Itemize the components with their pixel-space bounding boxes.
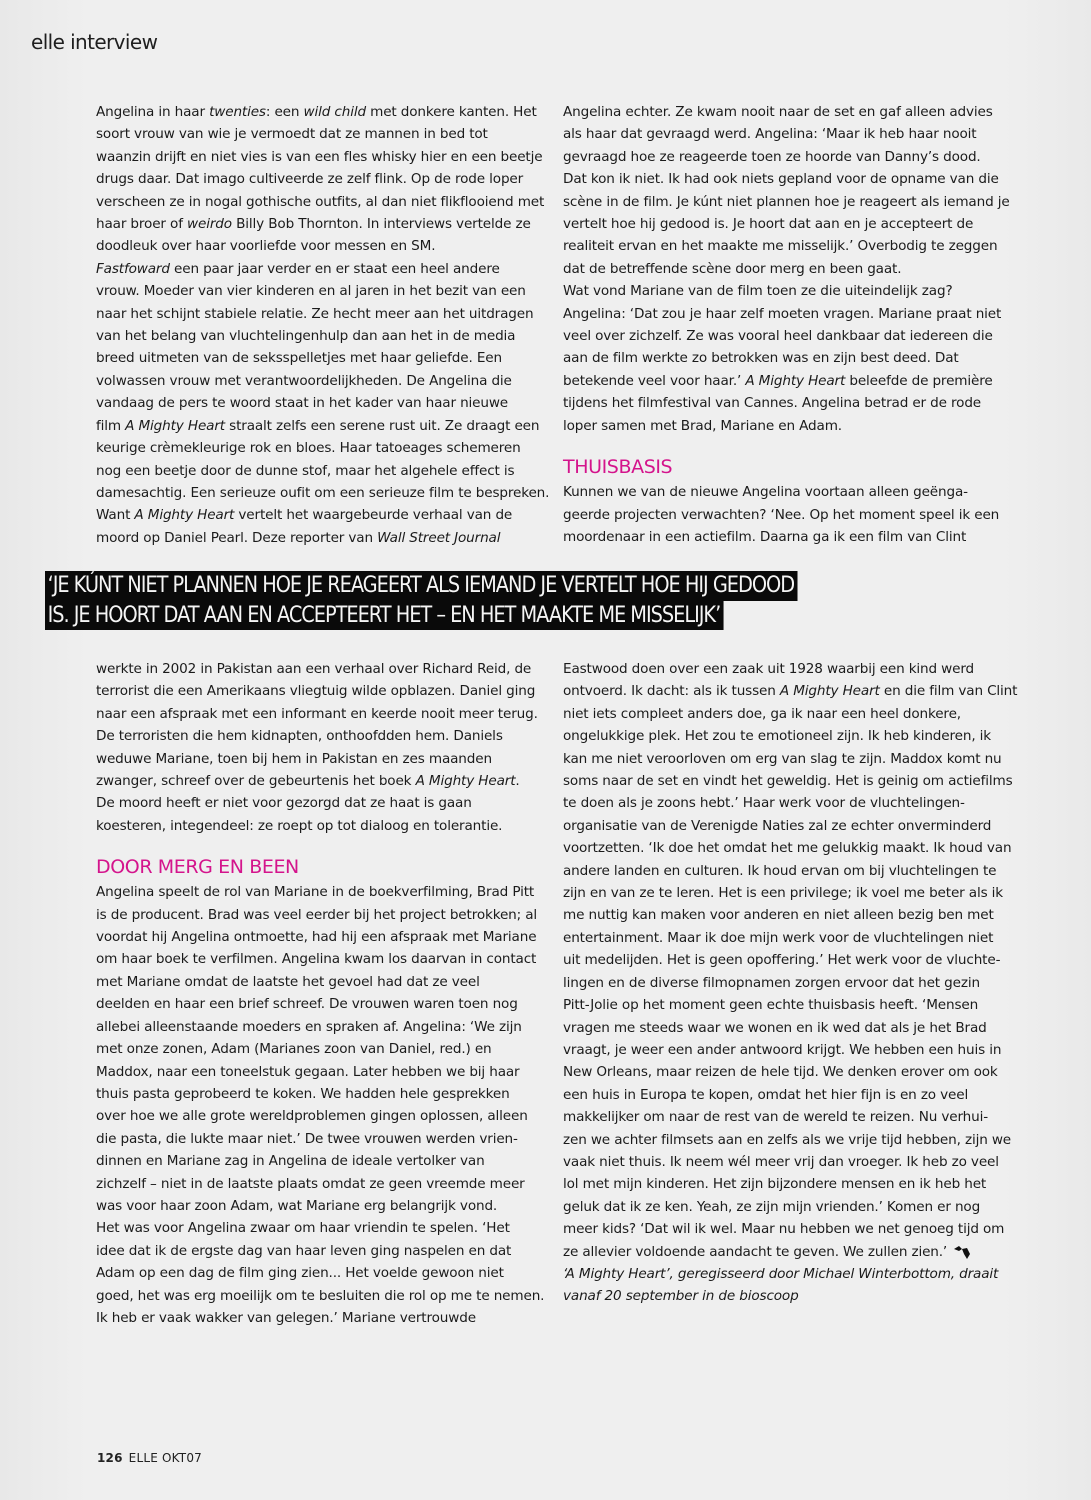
text-line: betekende veel voor haar.’ A Mighty Heart beleefde de première xyxy=(563,372,993,389)
text-line: dinnen en Mariane zag in Angelina de ideale vertolker van xyxy=(96,1153,485,1170)
italic-title: Fastfoward xyxy=(96,260,170,277)
body-paragraph xyxy=(96,881,546,1329)
issue-label: ELLE OKT07 xyxy=(128,1451,202,1465)
text-line: over hoe we alle grote wereldproblemen gingen oplossen, alleen xyxy=(96,1108,528,1125)
text-line: Angelina in haar twenties: een wild child met donkere kanten. Het xyxy=(96,104,537,120)
text-line: lol met mijn kinderen. Het zijn bijzondere mensen en ik heb het xyxy=(563,1176,987,1193)
pull-quote-line-2: IS. JE HOORT DAT AAN EN ACCEPTEERT HET – EN HET MAAKTE ME MISSELIJK’ xyxy=(45,601,724,631)
text-line: haar broer of weirdo Billy Bob Thornton. In interviews vertelde ze xyxy=(96,216,531,233)
text-line: vraagt, je weer een ander antwoord krijgt. We hebben een huis in xyxy=(563,1041,1002,1058)
text-line: idee dat ik de ergste dag van haar leven ging naspelen en dat xyxy=(96,1242,512,1259)
italic-title: A Mighty Heart xyxy=(415,773,516,790)
text-line: keurige crèmekleurige rok en bloes. Haar tatoeages schemeren xyxy=(96,440,521,457)
column-top-left xyxy=(96,101,550,549)
subhead-door-merg-en-been: DOOR MERG EN BEEN xyxy=(96,856,299,879)
text-line: veel over zichzelf. Ze was vooral heel dankbaar dat iedereen die xyxy=(563,328,993,345)
pull-quote-line-1: ‘JE KÚNT NIET PLANNEN HOE JE REAGEERT ALS IEMAND JE VERTELT HOE HIJ GEDOOD xyxy=(45,571,798,601)
body-paragraph xyxy=(96,101,550,549)
text-line: aan de film werkte zo betrokken was en zijn best deed. Dat xyxy=(563,350,959,367)
text-line: nog een beetje door de dunne stof, maar het algehele effect is xyxy=(96,462,515,479)
text-line: zen we achter filmsets aan en zelfs als we vrije tijd hebben, zijn we xyxy=(563,1131,1012,1148)
section-label: elle interview xyxy=(31,30,158,54)
text-line: van het belang van vluchtelingenhulp dan aan het in de media xyxy=(96,328,516,345)
text-line: New Orleans, maar reizen de hele tijd. We denken erover om ook xyxy=(563,1064,998,1081)
text-line: voortzetten. ‘Ik doe het omdat het me gelukkig maakt. Ik houd van xyxy=(563,840,1012,857)
text-line: werkte in 2002 in Pakistan aan een verhaal over Richard Reid, de xyxy=(96,661,532,677)
text-line: moordenaar in een actiefilm. Daarna ga ik een film van Clint xyxy=(563,528,967,545)
body-paragraph xyxy=(563,101,1013,437)
text-line: vaak niet thuis. Ik neem wél meer vrij dan vroeger. Ik heb zo veel xyxy=(563,1153,999,1170)
text-line: organisatie van de Verenigde Naties zal ze echter onverminderd xyxy=(563,817,992,834)
text-line: Want A Mighty Heart vertelt het waargebeurde verhaal van de xyxy=(96,507,513,524)
page-number: 126 xyxy=(97,1451,123,1465)
text-line: terrorist die een Amerikaans vliegtuig wilde opblazen. Daniel ging xyxy=(96,683,536,700)
text-line: vertelt hoe hij gedood is. Je hoort dat aan en je accepteert de xyxy=(563,216,974,233)
text-line: was voor haar zoon Adam, wat Mariane erg belangrijk vond. xyxy=(96,1197,498,1214)
text-line: als haar dat gevraagd werd. Angelina: ‘Maar ik heb haar nooit xyxy=(563,126,977,143)
subhead-thuisbasis: THUISBASIS xyxy=(563,456,673,479)
text-line: breed uitmeten van de seksspelletjes met haar geliefde. Een xyxy=(96,350,502,367)
italic-title: A Mighty Heart xyxy=(134,507,235,524)
text-line: koesteren, integendeel: ze roept op tot dialoog en tolerantie. xyxy=(96,817,503,834)
text-line: met Mariane omdat de laatste het gevoel had dat ze veel xyxy=(96,973,480,990)
text-line: moord op Daniel Pearl. Deze reporter van Wall Street Journal xyxy=(96,529,501,546)
text-line: zwanger, schreef over de gebeurtenis het boek A Mighty Heart. xyxy=(96,773,520,790)
italic-title: Wall Street Journal xyxy=(377,529,501,546)
text-line: een huis in Europa te kopen, omdat het hier fijn is en zo veel xyxy=(563,1086,969,1103)
body-paragraph xyxy=(563,658,1018,1263)
text-line: thuis pasta geprobeerd te koken. We hadden hele gesprekken xyxy=(96,1085,510,1102)
text-line: Maddox, naar een toneelstuk gegaan. Later hebben we bij haar xyxy=(96,1063,520,1080)
italic-title: A Mighty Heart xyxy=(745,372,846,389)
text-line: lingen en de diverse filmopnamen zorgen ervoor dat het gezin xyxy=(563,974,980,991)
text-line: vandaag de pers te woord staat in het kader van haar nieuwe xyxy=(96,395,509,412)
text-line: ontvoerd. Ik dacht: als ik tussen A Mighty Heart en die film van Clint xyxy=(563,683,1018,700)
text-line: Angelina: ‘Dat zou je haar zelf moeten vragen. Mariane praat niet xyxy=(563,305,1002,322)
text-line: loper samen met Brad, Mariane en Adam. xyxy=(563,417,842,434)
text-line: allebei alleenstaande moeders en spraken af. Angelina: ‘We zijn xyxy=(96,1018,522,1035)
text-line: uit medelijden. Het is geen opoffering.’ Het werk voor de vluchte- xyxy=(563,952,1001,969)
text-line: naar het schijnt stabiele relatie. Ze hecht meer aan het uitdragen xyxy=(96,305,534,322)
text-line: zichzelf – niet in de laatste plaats omdat ze geen vreemde meer xyxy=(96,1175,525,1192)
text-line: doodleuk over haar voorliefde voor messen en SM. xyxy=(96,238,436,255)
text-line: naar een afspraak met een informant en keerde nooit meer terug. xyxy=(96,705,538,722)
text-line: niet iets compleet anders doe, ga ik naar een heel donkere, xyxy=(563,705,961,722)
text-line: te doen als je zoons hebt.’ Haar werk voor de vluchtelingen- xyxy=(563,795,965,812)
column-top-right xyxy=(563,101,1013,548)
text-line: damesachtig. Een serieuze oufit om een serieuze film te bespreken. xyxy=(96,484,550,501)
text-line: Ik heb er vaak wakker van gelegen.’ Mariane vertrouwde xyxy=(96,1309,476,1326)
text-line: soort vrouw van wie je vermoedt dat ze mannen in bed tot xyxy=(96,126,488,143)
pull-quote xyxy=(45,571,920,630)
text-line: makkelijker om naar de rest van de wereld te reizen. Nu verhui- xyxy=(563,1109,988,1126)
text-line: entertainment. Maar ik doe mijn werk voor de vluchtelingen niet xyxy=(563,929,994,946)
text-line: volwassen vrouw met verantwoordelijkheden. De Angelina die xyxy=(96,372,512,389)
text-line: met onze zonen, Adam (Marianes zoon van Daniel, red.) en xyxy=(96,1041,492,1058)
text-line: vragen me steeds waar we wonen en ik wed dat als je het Brad xyxy=(563,1019,987,1036)
column-bottom-left xyxy=(96,658,546,1329)
text-line: tijdens het filmfestival van Cannes. Angelina betrad er de rode xyxy=(563,395,982,412)
text-line: verscheen ze in nogal gothische outfits, al dan niet flikflooiend met xyxy=(96,193,545,210)
text-line: andere landen en culturen. Ik houd ervan om bij vluchtelingen te xyxy=(563,862,997,879)
text-line: waanzin drijft en niet vies is van een fles whisky hier en een beetje xyxy=(96,148,543,165)
page-folio xyxy=(97,1451,202,1465)
italic-title: weirdo xyxy=(187,216,232,233)
text-line: realiteit ervan en het maakte me misselijk.’ Overbodig te zeggen xyxy=(563,238,998,255)
text-line: soms naar de set en vindt het geweldig. Het is geinig om actiefilms xyxy=(563,773,1013,790)
text-line: dat de betreffende scène door merg en been gaat. xyxy=(563,260,902,277)
text-line: ‘A Mighty Heart’, geregisseerd door Michael Winterbottom, draait xyxy=(563,1265,999,1282)
text-line: Eastwood doen over een zaak uit 1928 waarbij een kind werd xyxy=(563,661,975,677)
body-paragraph xyxy=(563,481,1013,548)
italic-title: A Mighty Heart xyxy=(779,683,880,700)
text-line: Dat kon ik niet. Ik had ook niets gepland voor de opname van die xyxy=(563,171,999,188)
text-line: Kunnen we van de nieuwe Angelina voortaan alleen geënga- xyxy=(563,484,968,501)
text-line: Adam op een dag de film ging zien... Het voelde gewoon niet xyxy=(96,1265,504,1282)
text-line: Pitt-Jolie op het moment geen echte thuisbasis heeft. ‘Mensen xyxy=(563,997,979,1014)
text-line: Angelina echter. Ze kwam nooit naar de set en gaf alleen advies xyxy=(563,104,993,120)
text-line: Fastfoward een paar jaar verder en er staat een heel andere xyxy=(96,260,500,277)
text-line: Angelina speelt de rol van Mariane in de boekverfilming, Brad Pitt xyxy=(96,884,535,901)
italic-title: A Mighty Heart xyxy=(125,417,225,434)
text-line: geluk dat ik ze ken. Yeah, ze zijn mijn vrienden.’ Komen er nog xyxy=(563,1198,981,1215)
text-line: De moord heeft er niet voor gezorgd dat ze haat is gaan xyxy=(96,795,472,812)
text-line: geerde projecten verwachten? ‘Nee. Op het moment speel ik een xyxy=(563,506,1000,523)
text-line: ze allevier voldoende aandacht te geven. We zullen zien.’ xyxy=(563,1241,1013,1263)
elle-end-mark-icon xyxy=(953,1245,971,1259)
text-line: zijn en van ze te leren. Het is een privilege; ik voel me beter als ik xyxy=(563,885,1004,902)
film-credit xyxy=(563,1263,1013,1308)
text-line: deelden en haar een brief schreef. De vrouwen waren toen nog xyxy=(96,996,518,1013)
text-line: scène in de film. Je kúnt niet plannen hoe je reageert als iemand je xyxy=(563,193,1010,210)
column-bottom-right xyxy=(563,658,1018,1308)
text-line: weduwe Mariane, toen bij hem in Pakistan en zes maanden xyxy=(96,750,492,767)
text-line: Wat vond Mariane van de film toen ze die uiteindelijk zag? xyxy=(563,283,953,300)
text-line: kan me niet veroorloven om erg van slag te zijn. Maddox komt nu xyxy=(563,750,1002,767)
text-line: vrouw. Moeder van vier kinderen en al jaren in het bezit van een xyxy=(96,283,526,300)
italic-title: wild child xyxy=(303,104,366,120)
text-line: vanaf 20 september in de bioscoop xyxy=(563,1288,799,1305)
text-line: om haar boek te verfilmen. Angelina kwam los daarvan in contact xyxy=(96,951,537,968)
text-line: goed, het was erg moeilijk om te besluiten die rol op me te nemen. xyxy=(96,1287,545,1304)
italic-title: twenties xyxy=(209,104,266,120)
text-line: ongelukkige plek. Het zou te emotioneel zijn. Ik heb kinderen, ik xyxy=(563,728,992,745)
text-line: me nuttig kan maken voor anderen en niet alleen bezig ben met xyxy=(563,907,994,924)
text-line: is de producent. Brad was veel eerder bij het project betrokken; al xyxy=(96,906,538,923)
text-line: film A Mighty Heart straalt zelfs een serene rust uit. Ze draagt een xyxy=(96,417,540,434)
text-line: die pasta, die lukte maar niet.’ De twee vrouwen werden vrien- xyxy=(96,1130,518,1147)
text-line: voordat hij Angelina ontmoette, had hij een afspraak met Mariane xyxy=(96,929,537,946)
text-line: Het was voor Angelina zwaar om haar vriendin te spelen. ‘Het xyxy=(96,1220,510,1237)
body-paragraph xyxy=(96,658,546,837)
text-line: drugs daar. Dat imago cultiveerde ze zelf flink. Op de rode loper xyxy=(96,171,524,188)
text-line: gevraagd hoe ze reageerde toen ze hoorde van Danny’s dood. xyxy=(563,148,981,165)
text-line: De terroristen die hem kidnapten, onthoofdden hem. Daniels xyxy=(96,728,503,745)
text-line: meer kids? ‘Dat wil ik wel. Maar nu hebben we net genoeg tijd om xyxy=(563,1221,1005,1238)
